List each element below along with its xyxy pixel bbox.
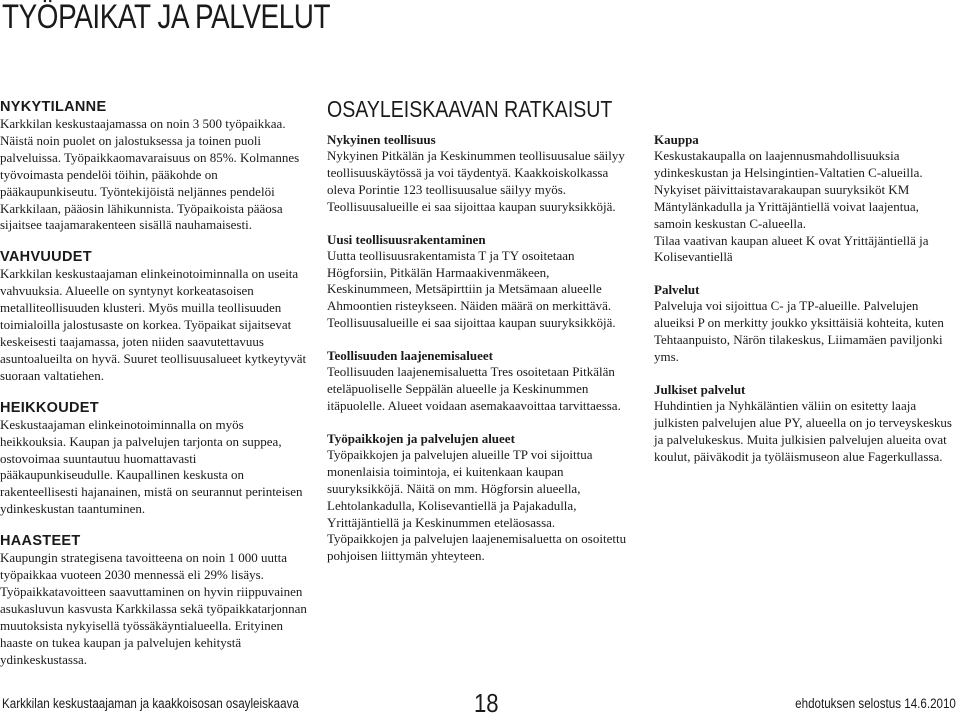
section-heikkoudet (0, 400, 307, 518)
right-column (654, 131, 957, 481)
section-heading-osayleiskaava: OSAYLEISKAAVAN RATKAISUT (327, 96, 613, 122)
section-text: Kaupungin strategisena tavoitteena on noin 1 000 uutta työpaikkaa vuoteen 2030 mennessä eli 29% lisäys. Työpaikkatavoitteen saavuttaminen on hyvin riippuvainen asukasluvun kasvusta Karkkilassa sekä työpaikkatarjonnan muutoksista nykyisellä työssäkäyntialueella. Erityinen haaste on tukea kaupan ja palvelujen kehitystä ydinkeskustassa. (0, 550, 307, 667)
subsection-text: Palveluja voi sijoittua C- ja TP-alueille. Palvelujen alueiksi P on merkitty joukko yksittäisiä kohteita, kuten Tehtaanpuisto, Närön tilakeskus, Liimamäen paviljonki yms. (654, 298, 944, 365)
subsection-teollisuuden-laajenemisalueet (327, 347, 634, 415)
section-heading: VAHVUUDET (0, 249, 92, 266)
section-nykytilanne (0, 99, 307, 234)
footer-date: ehdotuksen selostus 14.6.2010 (795, 696, 956, 711)
subsection-heading: Työpaikkojen ja palvelujen alueet (327, 430, 515, 446)
middle-column (327, 96, 634, 580)
subsection-heading: Teollisuuden laajenemisalueet (327, 348, 494, 364)
subsection-text: Uutta teollisuusrakentamista T ja TY osoitetaan Högforsiin, Pitkälän Harmaakivenmäkeen, Keskinummeen, Metsäpirttiin ja Metsämaan alueelle Ahmoontien risteykseen. Näiden määrä on merkittävä. Teollisuusalueille ei saa sijoittaa kaupan suuryksikköjä. (327, 247, 616, 331)
section-heading: HEIKKOUDET (0, 399, 99, 416)
page-number: 18 (474, 688, 499, 718)
subsection-nykyinen-teollisuus (327, 131, 634, 216)
section-text: Karkkilan keskustaajamassa on noin 3 500 työpaikkaa. Näistä noin puolet on jalostuksessa ja toinen puoli palveluissa. Työpaikkaomavaraisuus on 85%. Kolmannes työvoimasta pendelöi töihin, pääkohde on pääkaupunkiseutu. Työntekijöistä neljännes pendelöi Karkkilaan, pääosin lähikunnista. Työpaikoista pääosa sijaitsee taajamarakenteen sisällä nauhamaisesti. (0, 116, 300, 233)
subsection-tyopaikkojen-ja-palvelujen-alueet (327, 430, 634, 565)
section-text: Karkkilan keskustaajaman elinkeinotoiminnalla on useita vahvuuksia. Alueelle on syntynyt korkeatasoisen metalliteollisuuden klusteri. Myös muilla teollisuuden toimialoilla jalostusaste on korkea. Työpaikat sijaitsevat keskeisesti taajamassa, joten niiden saavutettavuus asuntoalueilta on hyvä. Suuret teollisuusalueet kytkeytyvät suoraan valtatiehen. (0, 266, 307, 383)
section-haasteet (0, 533, 307, 668)
section-text: Keskustaajaman elinkeinotoiminnalla on myös heikkouksia. Kaupan ja palvelujen tarjonta on suppea, ostovoimaa suuntautuu huomattavasti pääkaupunkiseudulle. Kaupallinen keskusta on rakenteellisesti hajanainen, mistä on seurannut perinteisen ydinkeskustan taantuminen. (0, 416, 303, 517)
subsection-kauppa (654, 131, 957, 266)
subsection-text: Nykyiset päivittaistavarakaupan suuryksiköt KM Mäntylänkadulla ja Yrittäjäntiellä voivat laajentua, samoin keskustan C-alueella. (654, 181, 919, 231)
page-title: TYÖPAIKAT JA PALVELUT (2, 0, 331, 36)
subsection-heading: Julkiset palvelut (654, 381, 746, 397)
subsection-text: Keskustakaupalla on laajennusmahdollisuuksia ydinkeskustan ja Helsingintien-Valtatien C-alueilla. (654, 148, 923, 180)
section-heading: HAASTEET (0, 533, 81, 550)
subsection-text: Tilaa vaativan kaupan alueet K ovat Yrittäjäntiellä ja Kolisevantiellä (654, 232, 929, 265)
subsection-palvelut (654, 281, 957, 366)
subsection-heading: Kauppa (654, 132, 699, 147)
subsection-text: Nykyinen Pitkälän ja Keskinummen teollisuusalue säilyy teollisuuskäytössä ja voi täydentyä. Kaakkoiskolkassa oleva Porintie 123 teollisuusalue säilyy myös. Teollisuusalueille ei saa sijoittaa kaupan suuryksikköjä. (327, 148, 625, 214)
subsection-julkiset-palvelut (654, 381, 957, 466)
subsection-text: Huhdintien ja Nyhkäläntien väliin on esitetty laaja julkisten palvelujen alue PY, alueella on jo terveyskeskus ja palvelukeskus. Muita julkisien palvelujen alueita ovat koulut, päiväkodit ja työläismuseon alue Fagerkullassa. (654, 397, 952, 464)
left-column (0, 99, 307, 683)
subsection-text: Teollisuuden laajenemisaluetta Tres osoitetaan Pitkälän eteläpuoliselle Seppälän alueelle ja Keskinummen itäpuolelle. Alueet voidaan asemakaavoittaa tarvittaessa. (327, 364, 621, 413)
footer-document-title: Karkkilan keskustaajaman ja kaakkoisosan osayleiskaava (2, 696, 299, 711)
subsection-heading: Uusi teollisuusrakentaminen (327, 231, 486, 247)
subsection-text: Työpaikkojen ja palvelujen alueille TP voi sijoittua monenlaisia toimintoja, ei kuitenkaan kaupan suuryksikköjä. Näitä on mm. Högforsin alueella, Lehtolankadulla, Kolisevantiellä ja Pajakadulla, Yrittäjäntiellä ja Keskinummen eteläosassa. (327, 446, 593, 530)
section-heading: NYKYTILANNE (0, 99, 107, 115)
subsection-heading: Nykyinen teollisuus (327, 132, 436, 147)
subsection-heading: Palvelut (654, 282, 700, 298)
section-vahvuudet (0, 249, 307, 384)
subsection-text: Työpaikkojen ja palvelujen laajenemisaluetta on osoitettu pohjoisen liittymän yhteyteen. (327, 531, 627, 564)
subsection-uusi-teollisuusrakentaminen (327, 231, 634, 333)
